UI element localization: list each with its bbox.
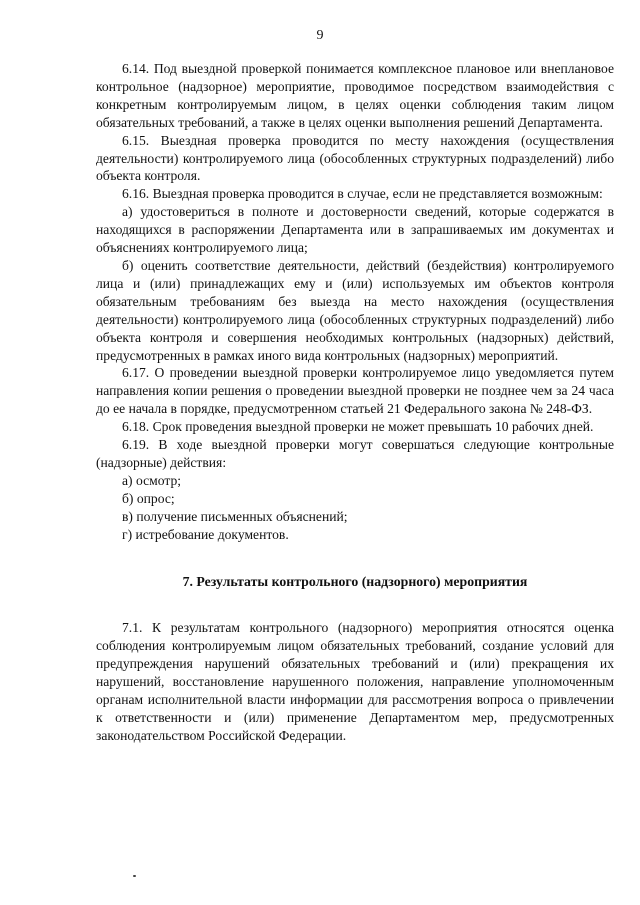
paragraph-7-1: 7.1. К результатам контрольного (надзорного) мероприятия относятся оценка соблюдения контролируемым лицом обязательных требований, создание условий для предупреждения нарушений обязательных требований и (или) прекращения их нарушений, восстановление нарушенного положения, направление уполномоченным органам исполнительной власти информации для рассмотрения вопроса о привлечении к ответственности и (или) применение Департаментом мер, предусмотренных законодательством Российской Федерации.: [96, 620, 614, 743]
list-item: а) осмотр;: [122, 472, 182, 488]
list-item: в) получение письменных объяснений;: [122, 508, 348, 524]
paragraph-6-18: 6.18. Срок проведения выездной проверки не может превышать 10 рабочих дней.: [122, 419, 594, 435]
paragraph-6-14: 6.14. Под выездной проверкой понимается комплексное плановое или внеплановое контрольное (надзорное) мероприятие, проводимое посредством взаимодействия с конкретным контролируемым лицом, в целях оценки соблюдения таким лицом обязательных требований, а также в целях оценки выполнения решений Департамента.: [96, 61, 614, 130]
paragraph-6-16: 6.16. Выездная проверка проводится в случае, если не представляется возможным:: [122, 186, 603, 202]
paragraph-6-19: 6.19. В ходе выездной проверки могут совершаться следующие контрольные (надзорные) действия:: [96, 437, 614, 470]
list-item: г) истребование документов.: [122, 526, 289, 542]
paragraph-6-16-a: а) удостовериться в полноте и достоверности сведений, которые содержатся в находящихся в распоряжении Департамента или в запрашиваемых им документах и объяснениях контролируемого лица;: [96, 204, 614, 256]
list-item: б) опрос;: [122, 490, 175, 506]
paragraph-6-15: 6.15. Выездная проверка проводится по месту нахождения (осуществления деятельности) контролируемого лица (обособленных структурных подразделений) либо объекта контроля.: [96, 132, 614, 184]
document-body: [96, 60, 614, 745]
page-number: 9: [316, 28, 324, 43]
scan-speck: [133, 875, 136, 877]
section-heading: 7. Результаты контрольного (надзорного) мероприятия: [182, 574, 528, 590]
paragraph-6-17: 6.17. О проведении выездной проверки контролируемое лицо уведомляется путем направления копии решения о проведении выездной проверки не позднее чем за 24 часа до ее начала в порядке, предусмотренном статьей 21 Федерального закона № 248-ФЗ.: [96, 365, 614, 417]
paragraph-6-16-b: б) оценить соответствие деятельности, действий (бездействия) контролируемого лица и (или) принадлежащих ему и (или) используемых им объектов контроля обязательным требованиям без выезда на место нахождения (осуществления деятельности) контролируемого лица (обособленных структурных подразделений) либо объекта контроля и совершения необходимых контрольных (надзорных) действий, предусмотренных в рамках иного вида контрольных (надзорных) мероприятий.: [96, 257, 614, 363]
